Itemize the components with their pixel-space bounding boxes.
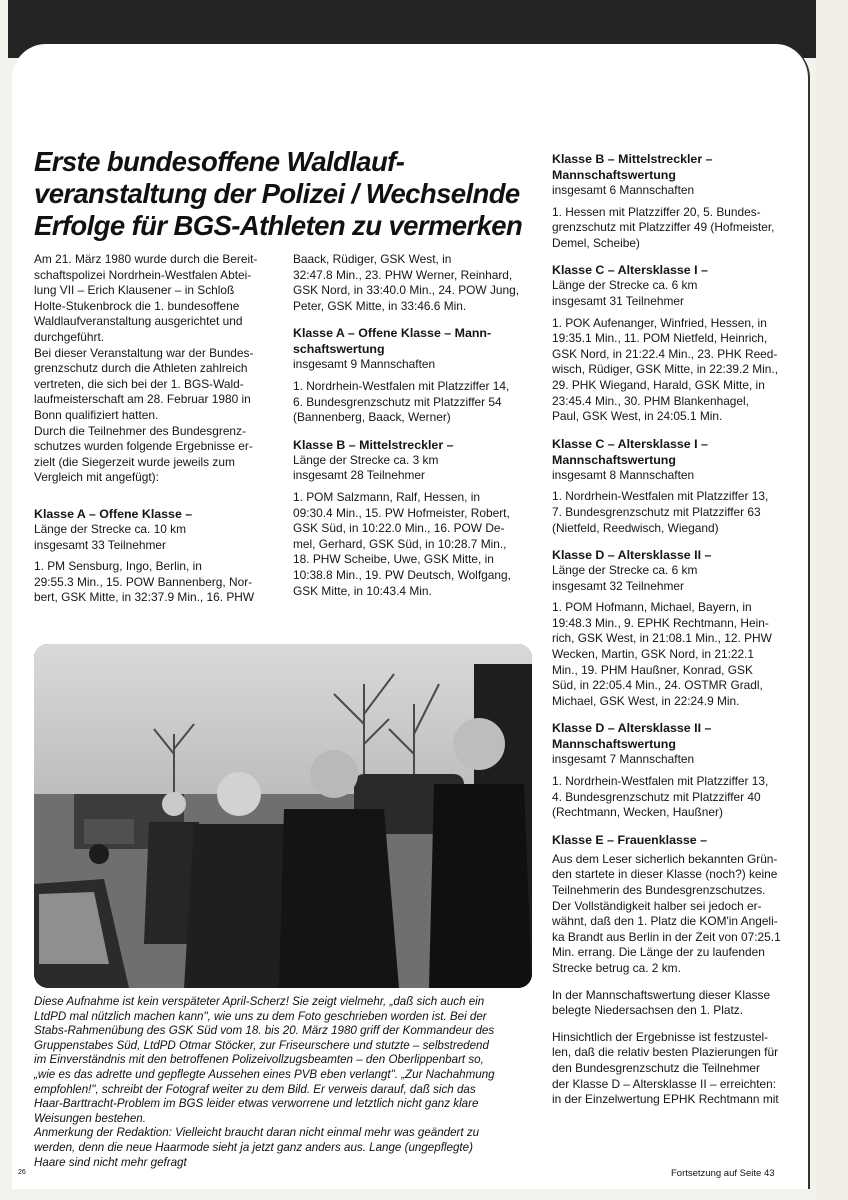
- photo-caption: Diese Aufnahme ist kein verspäteter April-Scherz! Sie zeigt vielmehr, „daß sich auch ein LtdPD mal nützlich machen kann", wie uns zu dem Foto geschrieben worden ist. Bei der Stabs-Rahmenübung des GSK Süd vom 18. bis 20. März 1980 griff der Kommandeur des Gruppenstabes Süd, LtdPD Otmar Stöcker, zur Friseurschere und stutzte – selbstredend im Einverständnis mit den betroffenen Polizeivollzugsbeamten – den Oberlippenbart so, „wie es das adrette und gepflegte Aussehen eines PVB eben verlangt". „Zur Nachahmung empfohlen!", schreibt der Fotograf weiter zu dem Bild. Er verweis darauf, daß sich das Haar-Barttracht-Problem im BGS leider etwas verworrene und letztlich nicht ganz klare Weisungen bestehen. Anmerkung der Redaktion: Vielleicht braucht daran nicht einmal mehr was geändert zu werden, denn die neue Haarmode sieht ja jetzt ganz anders aus. Lange (ungepflegte) Haare sind nicht mehr gefragt: [34, 995, 495, 1169]
- section-results: 1. Nordrhein-Westfalen mit Platzziffer 13, 7. Bundesgrenzschutz mit Platzziffer 63 (Nietfeld, Reedwisch, Wiegand): [552, 489, 769, 535]
- page-margin: [816, 0, 848, 1200]
- intro-paragraph: Am 21. März 1980 wurde durch die Bereit- schaftspolizei Nordrhein-Westfalen Abtei- lung VII – Erich Klausener – in Schloß Holte-Stukenbrock die 1. bundesoffene Waldlaufveranstaltung ausgerichtet und durchgeführt. Bei dieser Veranstaltung war der Bundes- grenzschutz durch die Athleten zahlreich vertreten, die sich bei der 1. BGS-Wald- laufmeisterschaft am 28. Februar 1980 in Bonn qualifiziert hatten. Durch die Teilnehmer des Bundesgrenz- schutzes wurden folgende Ergebnisse er- zielt (die Siegerzeit wurde jeweils zum Vergleich mit angefügt):: [34, 252, 258, 485]
- section-results: 1. Nordrhein-Westfalen mit Platzziffer 14, 6. Bundesgrenzschutz mit Platzziffer 54 (Bannenberg, Baack, Werner): [293, 378, 510, 425]
- section-results: 1. Hessen mit Platzziffer 20, 5. Bundes- grenzschutz mit Platzziffer 49 (Hofmeister, Demel, Scheibe): [552, 204, 775, 250]
- section-heading: Klasse A – Offene Klasse –: [34, 506, 193, 521]
- column-2: [293, 252, 531, 610]
- section-klasse-b-mannschaft: Klasse B – Mittelstreckler – Mannschaftswertung insgesamt 6 Mannschaften 1. Hessen mit Platzziffer 20, 5. Bundes- grenzschutz mit Platzziffer 49 (Hofmeister, Demel, Scheibe): [552, 151, 792, 251]
- section-results: 1. POM Salzmann, Ralf, Hessen, in 09:30.4 Min., 15. PW Hofmeister, Robert, GSK Süd, in 10:22.0 Min., 16. POW De- mel, Gerhard, GSK Süd, in 10:28.7 Min., 18. PHW Scheibe, Uwe, GSK Mitte, in 10:38.8 Min., 19. PW Deutsch, Wolfgang, GSK Mitte, in 10:43.4 Min.: [293, 489, 511, 598]
- section-klasse-a: [34, 506, 272, 606]
- section-results: 1. PM Sensburg, Ingo, Berlin, in 29:55.3 Min., 15. POW Bannenberg, Nor- bert, GSK Mitte, in 32:37.9 Min., 16. PHW: [34, 559, 255, 605]
- section-klasse-c-mannschaft: Klasse C – Altersklasse I – Mannschaftswertung insgesamt 8 Mannschaften 1. Nordrhein-Westfalen mit Platzziffer 13, 7. Bundesgrenzschutz mit Platzziffer 63 (Nietfeld, Reedwisch, Wiegand): [552, 436, 792, 536]
- page-number: 26: [18, 1169, 26, 1176]
- section-results: 1. Nordrhein-Westfalen mit Platzziffer 13, 4. Bundesgrenzschutz mit Platzziffer 40 (Rechtmann, Wecken, Haußner): [552, 774, 769, 820]
- section-results: 1. POK Aufenanger, Winfried, Hessen, in 19:35.1 Min., 11. POM Nietfeld, Heinrich, GSK Nord, in 21:22.4 Min., 23. PHK Reed- wisch, Rüdiger, GSK Mitte, in 22:39.2 Min., 29. PHK Wiegand, Harald, GSK Mitte, in 23:45.4 Min., 30. PHM Blankenhagel, Paul, GSK West, in 24:05.1 Min.: [552, 315, 779, 424]
- section-klasse-d-mannschaft: Klasse D – Altersklasse II – Mannschaftswertung insgesamt 7 Mannschaften 1. Nordrhein-Westfalen mit Platzziffer 13, 4. Bundesgrenzschutz mit Platzziffer 40 (Rechtmann, Wecken, Haußner): [552, 720, 792, 820]
- closing-paragraph: Hinsichtlich der Ergebnisse ist festzustel- len, daß die relativ besten Plazierungen für den Bundesgrenzschutz die Teilnehmer der Klasse D – Altersklasse II – erreichten: in der Einzelwertung EPHK Rechtmann mit: [552, 1029, 779, 1107]
- photo-illustration: [34, 644, 532, 988]
- article-headline: [34, 146, 544, 242]
- column-3: [552, 151, 792, 1108]
- section-klasse-a-mannschaft: Klasse A – Offene Klasse – Mann- schaftswertung insgesamt 9 Mannschaften 1. Nordrhein-Westfalen mit Platzziffer 14, 6. Bundesgrenzschutz mit Platzziffer 54 (Bannenberg, Baack, Werner): [293, 325, 531, 425]
- section-heading: Klasse B – Mittelstreckler –: [293, 437, 454, 452]
- section-klasse-c: Klasse C – Altersklasse I – Länge der Strecke ca. 6 km insgesamt 31 Teilnehmer 1. POK Aufenanger, Winfried, Hessen, in 19:35.1 Min., 11. POM Nietfeld, Heinrich, GSK Nord, in 21:22.4 Min., 23. PHK Reed- wisch, Rüdiger, GSK Mitte, in 22:39.2 Min., 29. PHK Wiegand, Harald, GSK Mitte, in 23:45.4 Min., 30. PHM Blankenhagel, Paul, GSK West, in 24:05.1 Min.: [552, 262, 792, 424]
- section-results: 1. POM Hofmann, Michael, Bayern, in 19:48.3 Min., 9. EPHK Rechtmann, Hein- rich, GSK West, in 21:08.1 Min., 12. PHW Wecken, Martin, GSK Nord, in 21:22.1 Min., 19. PHM Haußner, Konrad, GSK Süd, in 22:05.4 Min., 24. OSTMR Gradl, Michael, GSK West, in 22:24.9 Min.: [552, 600, 772, 708]
- section-klasse-e: Klasse E – Frauenklasse – Aus dem Leser sicherlich bekannten Grün- den startete in dieser Klasse (noch?) keine Teilnehmerin des Bundesgrenzschutzes. Der Vollständigkeit halber sei jedoch er- wähnt, daß den 1. Platz die KOM'in Angeli- ka Brandt aus Berlin in der Zeit von 07:25.1 Min. errang. Die Länge der zu laufenden Strecke betrug ca. 2 km.: [552, 832, 792, 977]
- news-photo: [34, 644, 532, 988]
- headline-line: veranstaltung der Polizei / Wechselnde: [34, 178, 520, 209]
- closing-paragraph: In der Mannschaftswertung dieser Klasse belegte Niedersachsen den 1. Platz.: [552, 987, 771, 1018]
- section-heading: Klasse A – Offene Klasse – Mann- schaftswertung: [293, 326, 492, 357]
- section-results-cont: Baack, Rüdiger, GSK West, in 32:47.8 Min., 23. PHW Werner, Reinhard, GSK Nord, in 33:40.0 Min., 24. POW Jung, Peter, GSK Mitte, in 33:46.6 Min.: [293, 252, 520, 313]
- section-klasse-d: Klasse D – Altersklasse II – Länge der Strecke ca. 6 km insgesamt 32 Teilnehmer 1. POM Hofmann, Michael, Bayern, in 19:48.3 Min., 9. EPHK Rechtmann, Hein- rich, GSK West, in 21:08.1 Min., 12. PHW Wecken, Martin, GSK Nord, in 21:22.1 Min., 19. PHM Haußner, Konrad, GSK Süd, in 22:05.4 Min., 24. OSTMR Gradl, Michael, GSK West, in 22:24.9 Min.: [552, 547, 792, 709]
- section-info: Länge der Strecke ca. 10 km insgesamt 33 Teilnehmer: [34, 521, 187, 552]
- section-klasse-b: Klasse B – Mittelstreckler – Länge der Strecke ca. 3 km insgesamt 28 Teilnehmer 1. POM Salzmann, Ralf, Hessen, in 09:30.4 Min., 15. PW Hofmeister, Robert, GSK Süd, in 10:22.0 Min., 16. POW De- mel, Gerhard, GSK Süd, in 10:28.7 Min., 18. PHW Scheibe, Uwe, GSK Mitte, in 10:38.8 Min., 19. PW Deutsch, Wolfgang, GSK Mitte, in 10:43.4 Min.: [293, 437, 531, 599]
- section-text: Aus dem Leser sicherlich bekannten Grün- den startete in dieser Klasse (noch?) keine Teilnehmerin des Bundesgrenzschutzes. Der Vollständigkeit halber sei jedoch er- wähnt, daß den 1. Platz die KOM'in Angeli- ka Brandt aus Berlin in der Zeit von 07:25.1 Min. errang. Die Länge der zu laufenden Strecke betrug ca. 2 km.: [552, 851, 781, 975]
- headline-line: Erfolge für BGS-Athleten zu vermerken: [34, 210, 523, 241]
- column-1: [34, 252, 272, 617]
- continuation-note: Fortsetzung auf Seite 43: [671, 1168, 775, 1179]
- headline-line: Erste bundesoffene Waldlauf-: [34, 146, 405, 177]
